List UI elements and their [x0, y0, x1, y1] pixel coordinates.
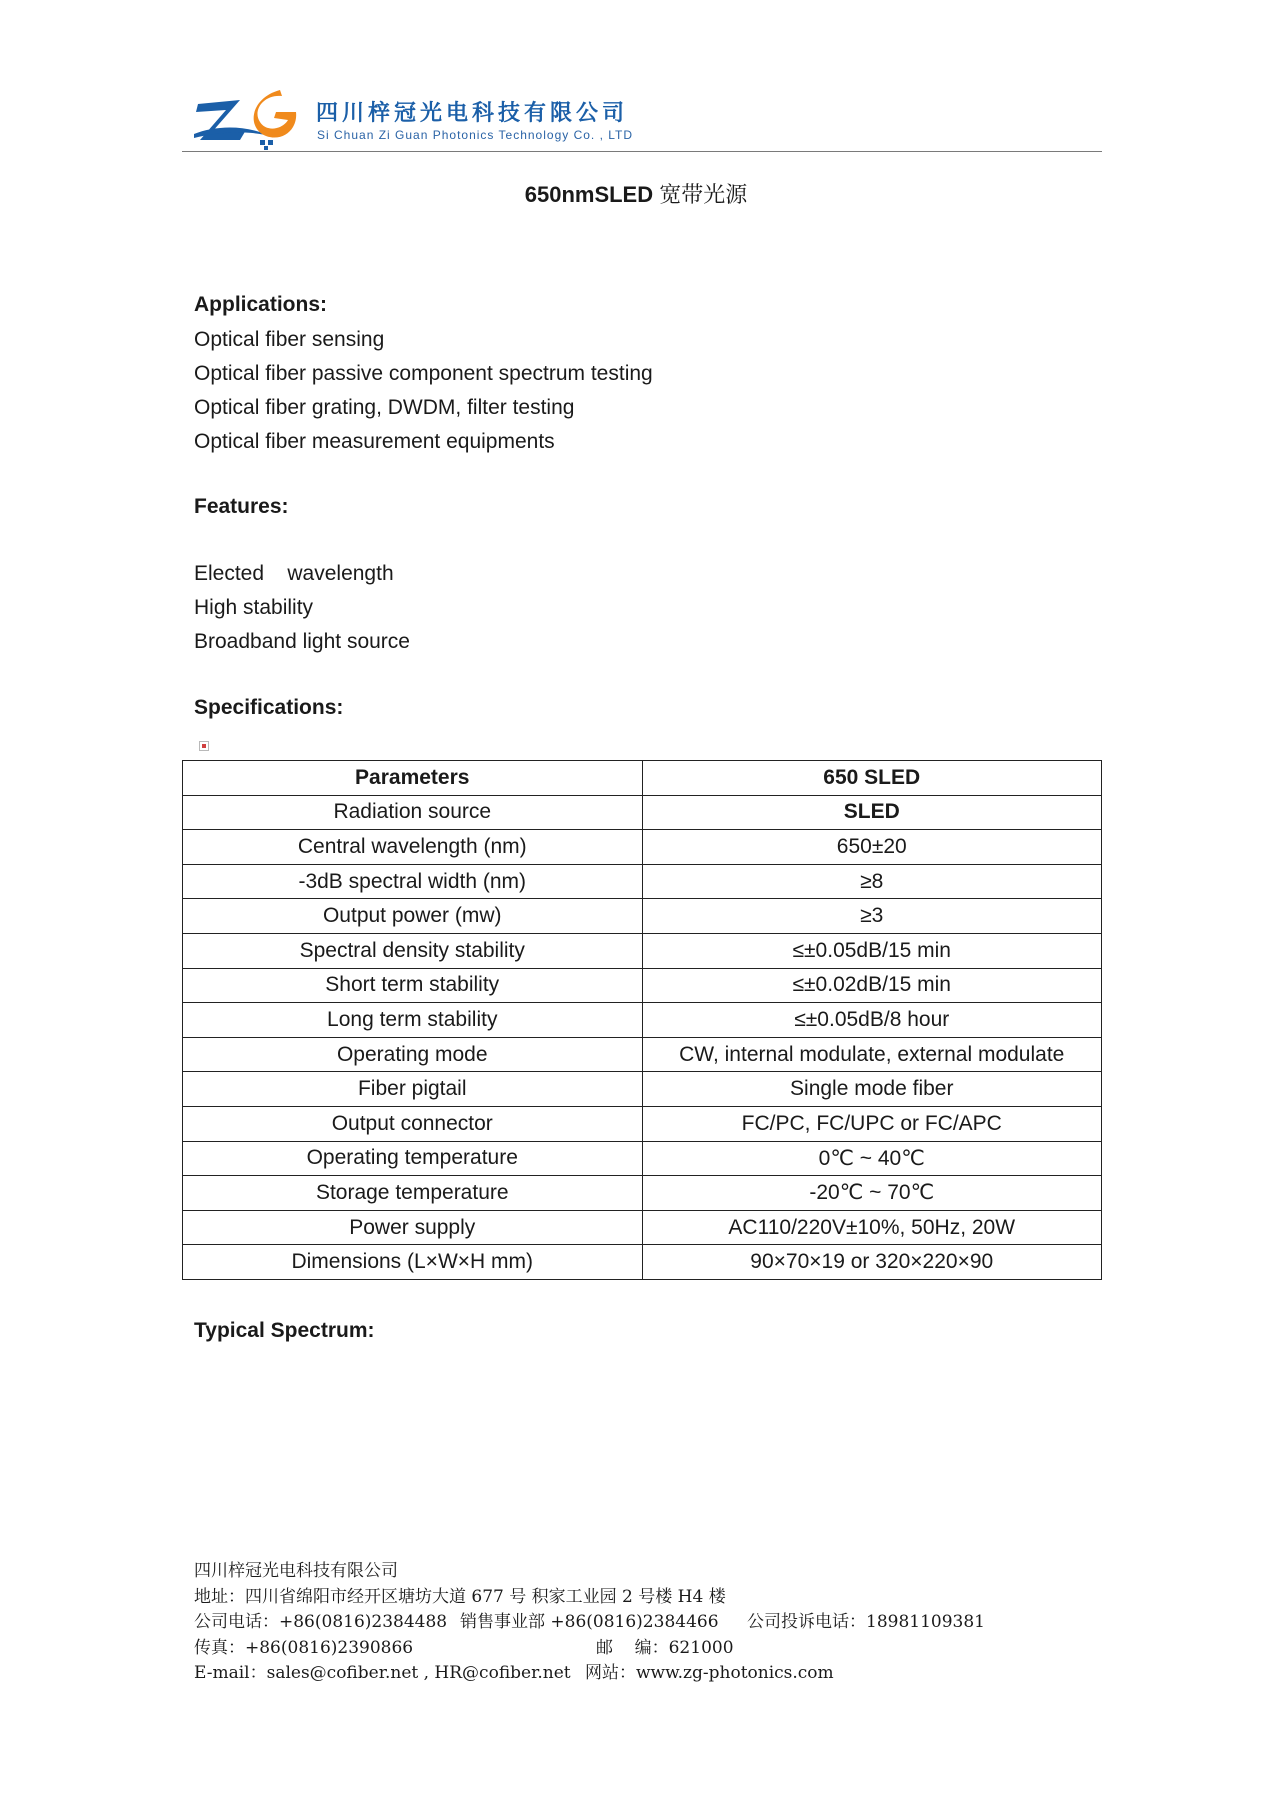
feature-item: Broadband light source	[194, 630, 410, 653]
parameter-cell: Long term stability	[183, 1003, 643, 1038]
parameter-cell: Spectral density stability	[183, 933, 643, 968]
parameter-cell: Short term stability	[183, 968, 643, 1003]
footer-email-row	[194, 1661, 834, 1687]
table-row	[183, 1003, 1102, 1038]
value-cell: AC110/220V±10%, 50Hz, 20W	[642, 1210, 1102, 1245]
table-header-row	[183, 761, 1102, 796]
application-item: Optical fiber grating, DWDM, filter testing	[194, 396, 575, 419]
value-cell: ≥8	[642, 864, 1102, 899]
applications-section	[194, 293, 653, 459]
application-item: Optical fiber passive component spectrum testing	[194, 362, 653, 385]
parameter-cell: Storage temperature	[183, 1176, 643, 1211]
footer-contact	[194, 1559, 985, 1687]
value-cell: SLED	[642, 795, 1102, 830]
value-cell: CW, internal modulate, external modulate	[642, 1037, 1102, 1072]
value-cell: FC/PC, FC/UPC or FC/APC	[642, 1106, 1102, 1141]
features-heading: Features:	[194, 495, 289, 518]
table-row	[183, 795, 1102, 830]
company-name-en: Si Chuan Zi Guan Photonics Technology Co. , LTD	[317, 128, 634, 142]
table-row	[183, 864, 1102, 899]
spectrum-section	[194, 1319, 375, 1343]
application-item: Optical fiber sensing	[194, 328, 385, 351]
value-cell: 0℃ ~ 40℃	[642, 1141, 1102, 1176]
specifications-heading: Specifications:	[194, 696, 344, 719]
parameter-cell: Power supply	[183, 1210, 643, 1245]
parameter-cell: Operating mode	[183, 1037, 643, 1072]
table-row	[183, 1245, 1102, 1280]
table-row	[183, 933, 1102, 968]
applications-heading: Applications:	[194, 293, 328, 316]
broken-image-icon	[199, 741, 209, 751]
value-cell: ≥3	[642, 899, 1102, 934]
footer-fax: 传真：+86(0816)2390866	[194, 1637, 414, 1658]
feature-item: Elected wavelength	[194, 562, 394, 585]
footer-fax-row	[194, 1636, 734, 1662]
footer-phones	[194, 1610, 985, 1636]
value-cell: ≤±0.02dB/15 min	[642, 968, 1102, 1003]
features-list	[194, 557, 410, 659]
parameter-cell: Radiation source	[183, 795, 643, 830]
value-cell: -20℃ ~ 70℃	[642, 1176, 1102, 1211]
title-cn: 宽带光源	[659, 183, 748, 208]
specifications-section	[194, 696, 343, 720]
footer-phone: 公司电话：+86(0816)2384488	[194, 1612, 448, 1632]
footer-postcode: 邮 编：621000	[596, 1637, 734, 1658]
footer-email: E-mail：sales@cofiber.net , HR@cofiber.net	[194, 1663, 571, 1683]
application-item: Optical fiber measurement equipments	[194, 430, 555, 453]
letterhead	[182, 86, 1102, 152]
footer-website: 网站：www.zg-photonics.com	[585, 1663, 834, 1683]
value-cell: Single mode fiber	[642, 1072, 1102, 1107]
feature-item: High stability	[194, 596, 314, 619]
header-divider	[182, 151, 1102, 152]
table-row	[183, 1176, 1102, 1211]
title-en: 650nmSLED	[524, 182, 654, 207]
table-row	[183, 1106, 1102, 1141]
document-title	[0, 178, 1272, 209]
company-name-cn: 四川梓冠光电科技有限公司	[316, 101, 629, 126]
table-row	[183, 1141, 1102, 1176]
parameter-cell: Dimensions (L×W×H mm)	[183, 1245, 643, 1280]
footer-sales: 销售事业部 +86(0816)2384466	[460, 1612, 719, 1632]
company-logo	[194, 90, 302, 150]
table-row	[183, 1037, 1102, 1072]
parameter-cell: Central wavelength (nm)	[183, 830, 643, 865]
table-row	[183, 830, 1102, 865]
footer-complaint: 公司投诉电话：18981109381	[747, 1612, 985, 1632]
parameter-cell: Output power (mw)	[183, 899, 643, 934]
table-row	[183, 968, 1102, 1003]
value-cell: 650±20	[642, 830, 1102, 865]
table-row	[183, 1210, 1102, 1245]
column-header-model: 650 SLED	[642, 761, 1102, 796]
parameter-cell: Operating temperature	[183, 1141, 643, 1176]
value-cell: ≤±0.05dB/15 min	[642, 933, 1102, 968]
column-header-parameters: Parameters	[183, 761, 643, 796]
value-cell: 90×70×19 or 320×220×90	[642, 1245, 1102, 1280]
features-section	[194, 495, 289, 519]
parameter-cell: -3dB spectral width (nm)	[183, 864, 643, 899]
table-row	[183, 899, 1102, 934]
spectrum-heading: Typical Spectrum:	[194, 1319, 375, 1342]
value-cell: ≤±0.05dB/8 hour	[642, 1003, 1102, 1038]
footer-address: 地址：四川省绵阳市经开区塘坊大道 677 号 积家工业园 2 号楼 H4 楼	[194, 1586, 726, 1607]
table-row	[183, 1072, 1102, 1107]
parameter-cell: Fiber pigtail	[183, 1072, 643, 1107]
specifications-table	[182, 760, 1102, 1280]
footer-company: 四川梓冠光电科技有限公司	[194, 1561, 398, 1581]
parameter-cell: Output connector	[183, 1106, 643, 1141]
